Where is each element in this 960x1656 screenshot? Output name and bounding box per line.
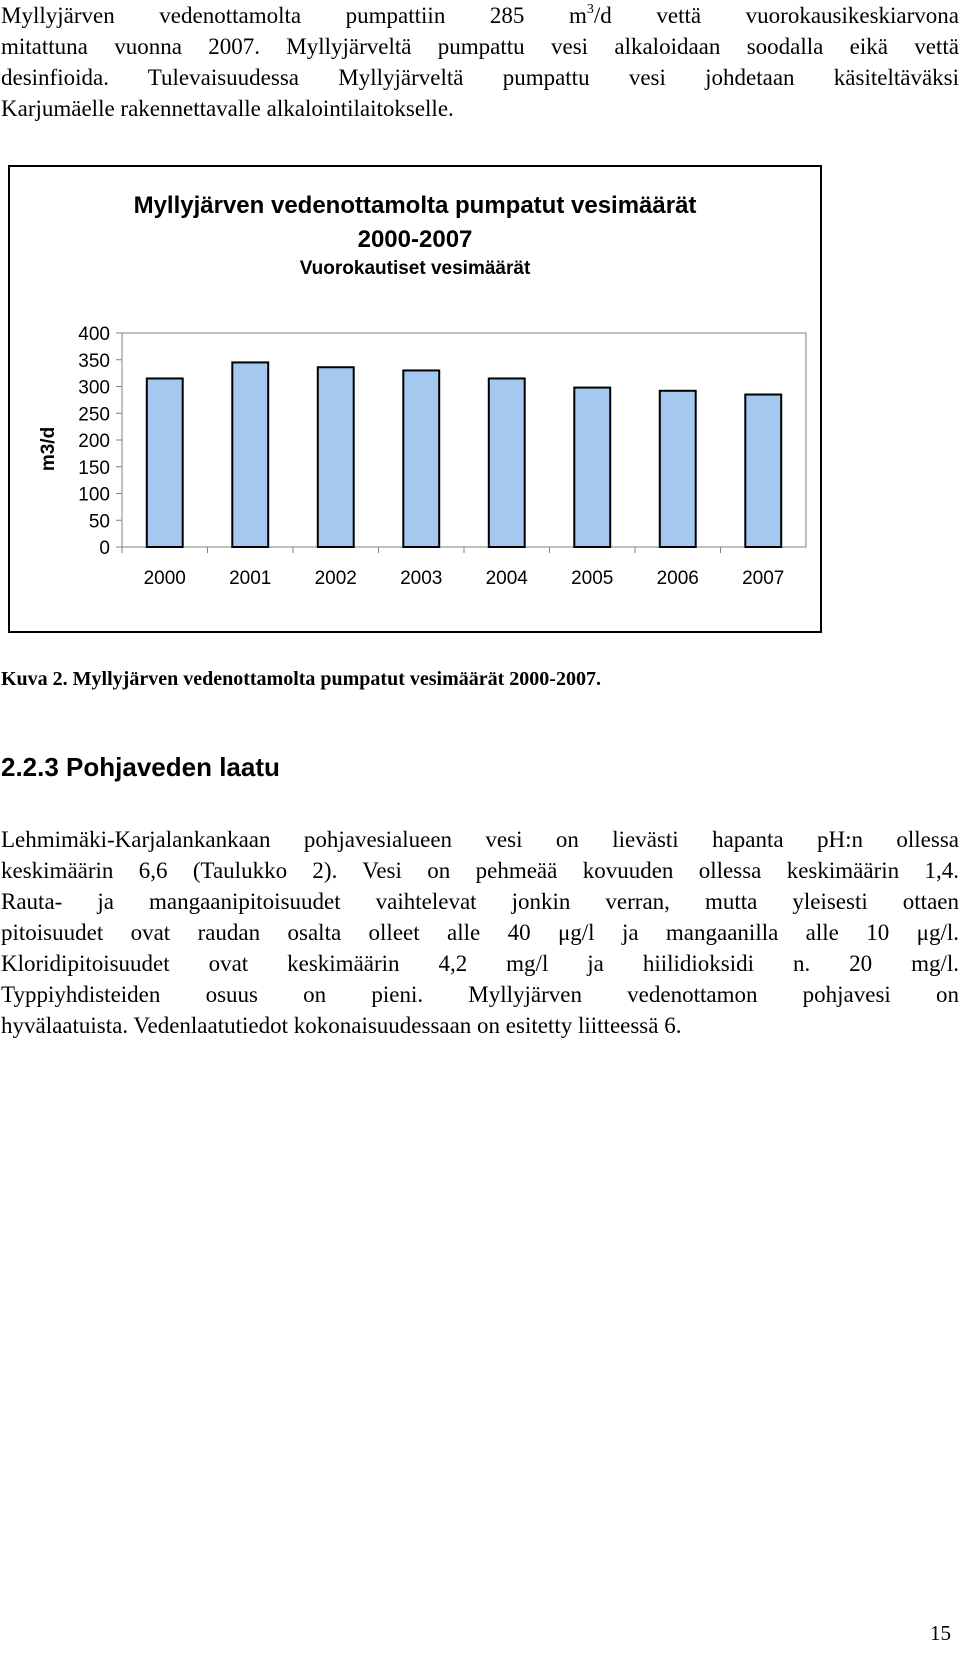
x-tick-label: 2005: [571, 568, 614, 589]
chart-title-years: 2000-2007: [357, 226, 473, 253]
x-tick-label: 2007: [742, 568, 785, 589]
y-tick-label: 300: [78, 377, 110, 399]
body-line: Typpiyhdisteiden osuus on pieni. Myllyjärven vedenottamon pohjavesi on: [1, 982, 959, 1007]
body-line: pitoisuudet ovat raudan osalta olleet alle 40 μg/l ja mangaanilla alle 10 μg/l.: [1, 920, 959, 945]
x-tick-label: 2006: [656, 568, 699, 589]
y-tick-label: 50: [88, 511, 110, 533]
body-line: hyvälaatuista. Vedenlaatutiedot kokonaisuudessaan on esitetty liitteessä 6.: [1, 1013, 682, 1038]
x-tick-label: 2004: [485, 568, 528, 589]
figure-caption: Kuva 2. Myllyjärven vedenottamolta pumpatut vesimäärät 2000-2007.: [1, 668, 601, 690]
body-line: Rauta- ja mangaanipitoisuudet vaihtelevat jonkin verran, mutta yleisesti ottaen: [1, 889, 959, 914]
body-paragraph: [1, 824, 959, 1041]
plot-area: [78, 324, 806, 589]
intro-line-text: /d vettä vuorokausikeskiarvona: [593, 3, 959, 28]
body-line: keskimäärin 6,6 (Taulukko 2). Vesi on pehmeää kovuuden ollessa keskimäärin 1,4.: [1, 858, 959, 883]
bar-chart: [10, 167, 820, 631]
x-tick-label: 2002: [314, 568, 357, 589]
intro-line-text: Myllyjärven vedenottamolta pumpattiin 285 m: [1, 3, 587, 28]
y-tick-label: 200: [78, 431, 110, 452]
chart-frame: [8, 165, 822, 633]
intro-line: mitattuna vuonna 2007. Myllyjärveltä pumpattu vesi alkaloidaan soodalla eikä vettä: [1, 34, 959, 59]
chart-title: Myllyjärven vedenottamolta pumpatut vesimäärät: [133, 192, 697, 219]
section-heading: 2.2.3 Pohjaveden laatu: [1, 752, 280, 782]
y-tick-label: 150: [78, 457, 110, 479]
bar-2002: [318, 367, 354, 547]
y-tick-label: 100: [78, 484, 110, 506]
x-tick-label: 2000: [143, 568, 186, 589]
bar-2006: [660, 391, 696, 547]
superscript-3: 3: [586, 2, 594, 17]
intro-line: desinfioida. Tulevaisuudessa Myllyjärveltä pumpattu vesi johdetaan käsiteltäväksi: [1, 65, 959, 90]
x-tick-label: 2001: [229, 568, 272, 589]
body-line: Lehmimäki-Karjalankankaan pohjavesialueen vesi on lievästi hapanta pH:n ollessa: [1, 827, 959, 852]
bar-2007: [745, 395, 781, 547]
y-tick-label: 350: [78, 350, 110, 372]
bar-2004: [489, 378, 525, 547]
plot-background: [122, 333, 806, 547]
y-axis-label: m3/d: [38, 426, 59, 472]
y-tick-label: 400: [78, 324, 110, 345]
intro-line: [1, 0, 959, 31]
bar-2000: [147, 378, 183, 547]
bar-2003: [403, 370, 439, 547]
y-tick-label: 250: [78, 404, 110, 426]
chart-subtitle: Vuorokautiset vesimäärät: [299, 258, 531, 279]
page-number: 15: [930, 1621, 951, 1645]
bar-2001: [232, 362, 268, 547]
intro-line: Karjumäelle rakennettavalle alkalointilaitokselle.: [1, 96, 454, 121]
bar-2005: [574, 388, 610, 547]
intro-paragraph: [1, 0, 959, 124]
x-tick-label: 2003: [400, 568, 443, 589]
y-tick-label: 0: [99, 538, 110, 559]
body-line: Kloridipitoisuudet ovat keskimäärin 4,2 mg/l ja hiilidioksidi n. 20 mg/l.: [1, 951, 959, 976]
